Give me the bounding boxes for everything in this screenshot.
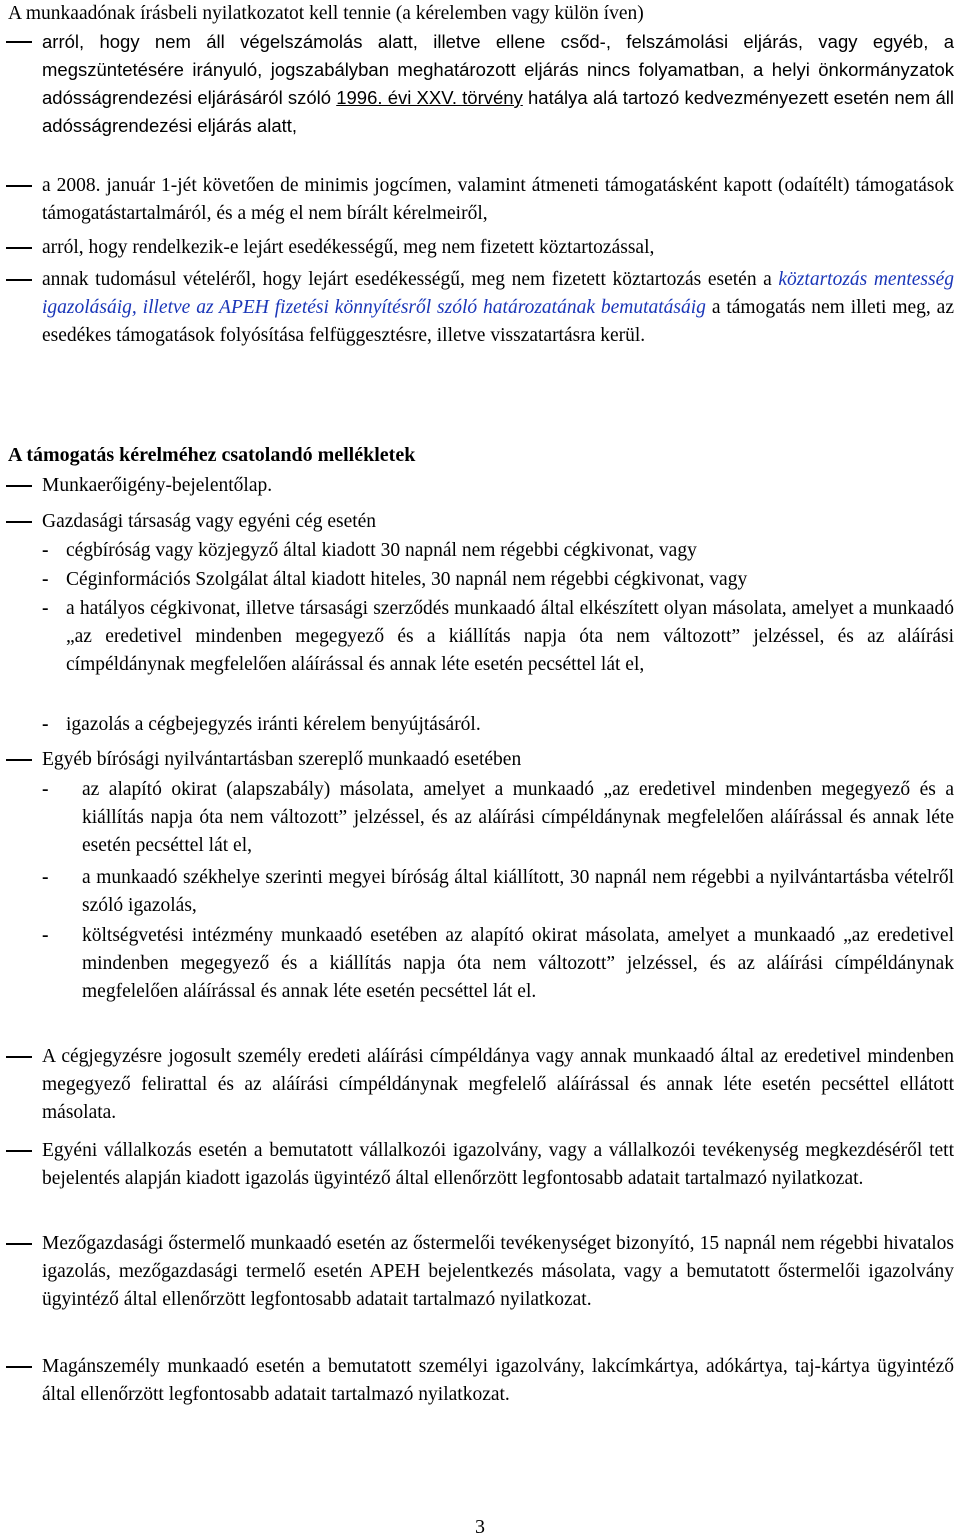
- statement-text: arról, hogy rendelkezik-e lejárt esedékességű, meg nem fizetett köztartozással,: [42, 237, 655, 258]
- page-number: 3: [475, 1516, 485, 1538]
- intro-paragraph: A munkaadónak írásbeli nyilatkozatot kell tennie (a kérelemben vagy külön íven): [8, 3, 644, 24]
- dash-bullet: [6, 1243, 32, 1245]
- sub-item-text: Céginformációs Szolgálat által kiadott hiteles, 30 napnál nem régebbi cégkivonat, vagy: [66, 569, 748, 590]
- dash-bullet: [6, 41, 32, 43]
- statement-text-part: hatálya alá tartozó kedvezményezett esetén nem áll adósságrendezési eljárás alatt,: [42, 87, 954, 136]
- dash-bullet: [6, 1366, 32, 1368]
- dash-bullet: [6, 247, 32, 249]
- sub-marker: -: [42, 779, 49, 800]
- attachment-text: Magánszemély munkaadó esetén a bemutatott személyi igazolvány, lakcímkártya, adókártya, taj-kártya ügyintéző által ellenőrzött legfontosabb adatait tartalmazó nyilatkozat.: [42, 1356, 954, 1405]
- dash-bullet: [6, 1056, 32, 1058]
- dash-bullet: [6, 185, 32, 187]
- sub-marker: -: [42, 569, 49, 590]
- statement-text-part: annak tudomásul vételéről, hogy lejárt esedékességű, meg nem fizetett köztartozás esetén a: [42, 269, 779, 290]
- sub-marker: -: [42, 925, 49, 946]
- statement-text-part: arról, hogy nem áll végelszámolás alatt, illetve ellene csőd-, felszámolási eljárás, vagy egyéb, a megszüntetésére irányuló, jogszabályban meghatározott eljárás nincs folyamatban, a helyi önkormányzatok adósságrendezési eljárásáról szóló: [42, 31, 954, 108]
- law-reference-link[interactable]: 1996. évi XXV. törvény: [336, 87, 523, 108]
- attachments-heading: A támogatás kérelméhez csatolandó mellékletek: [8, 444, 416, 466]
- statement-text: [42, 28, 954, 140]
- attachment-text: Mezőgazdasági őstermelő munkaadó esetén az őstermelői tevékenységet bizonyító, 15 napnál nem régebbi hivatalos igazolás, mezőgazdasági termelő esetén APEH bejelentkezés másolata, vagy a bemutatott őstermelői igazolvány ügyintéző által ellenőrzött legfontosabb adatait tartalmazó nyilatkozat.: [42, 1233, 954, 1310]
- sub-marker: -: [42, 540, 49, 561]
- sub-item-text: cégbíróság vagy közjegyző által kiadott 30 napnál nem régebbi cégkivonat, vagy: [66, 540, 697, 561]
- sub-marker: -: [42, 714, 49, 735]
- statement-text: [42, 266, 954, 350]
- sub-item-text: költségvetési intézmény munkaadó esetében az alapító okirat másolata, amelyet a munkaadó „az eredetivel mindenben megegyező és a kiállítás napja óta nem változott” jelzéssel, és az aláírási címpéldánynak megfelelően aláírással és annak léte esetén pecséttel lát el.: [82, 925, 954, 1002]
- dash-bullet: [6, 521, 32, 523]
- dash-bullet: [6, 759, 32, 761]
- attachment-text: Egyéb bírósági nyilvántartásban szereplő munkaadó esetében: [42, 749, 522, 770]
- dash-bullet: [6, 485, 32, 487]
- dash-bullet: [6, 279, 32, 281]
- statement-text-part: a támogatás nem illeti meg, az esedékes támogatások folyósítása felfüggesztésre, illetve visszatartásra kerül.: [42, 297, 954, 346]
- attachment-text: Egyéni vállalkozás esetén a bemutatott vállalkozói igazolvány, vagy a vállalkozói tevékenység megkezdéséről tett bejelentés alapján kiadott igazolás ügyintéző által ellenőrzött legfontosabb adatait tartalmazó nyilatkozat.: [42, 1140, 954, 1189]
- attachment-text: Munkaerőigény-bejelentőlap.: [42, 475, 273, 496]
- sub-item-text: a hatályos cégkivonat, illetve társasági szerződés munkaadó által elkészített olyan másolata, amelyet a munkaadó „az eredetivel mindenben megegyező és a kiállítás napja óta nem változott” jelzéssel, és az aláírási címpéldánynak megfelelően aláírással és annak léte esetén pecséttel lát el,: [66, 598, 954, 675]
- dash-bullet: [6, 1150, 32, 1152]
- exemption-reference-link[interactable]: köztartozás mentesség igazolásáig, illetve az APEH fizetési könnyítésről szóló határozatának bemutatásáig: [42, 269, 954, 318]
- sub-marker: -: [42, 598, 49, 619]
- sub-marker: -: [42, 867, 49, 888]
- sub-item-text: az alapító okirat (alapszabály) másolata, amelyet a munkaadó „az eredetivel mindenben megegyező és a kiállítás napja óta nem változott” jelzéssel, és az aláírási címpéldánynak megfelelően aláírással és annak léte esetén pecséttel lát el,: [82, 779, 954, 856]
- sub-item-text: igazolás a cégbejegyzés iránti kérelem benyújtásáról.: [66, 714, 481, 735]
- attachment-text: Gazdasági társaság vagy egyéni cég esetén: [42, 511, 377, 532]
- attachment-text: A cégjegyzésre jogosult személy eredeti aláírási címpéldánya vagy annak munkaadó által az eredetivel mindenben megegyező felirattal és az aláírási címpéldánynak megfelelő aláírással és annak léte esetén pecséttel ellátott másolata.: [42, 1046, 954, 1123]
- statement-text: a 2008. január 1-jét követően de minimis jogcímen, valamint átmeneti támogatásként kapott (odaítélt) támogatások támogatástartalmáról, és a még el nem bírált kérelmeiről,: [42, 175, 954, 224]
- sub-item-text: a munkaadó székhelye szerinti megyei bíróság által kiállított, 30 napnál nem régebbi a nyilvántartásba vételről szóló igazolás,: [82, 867, 954, 916]
